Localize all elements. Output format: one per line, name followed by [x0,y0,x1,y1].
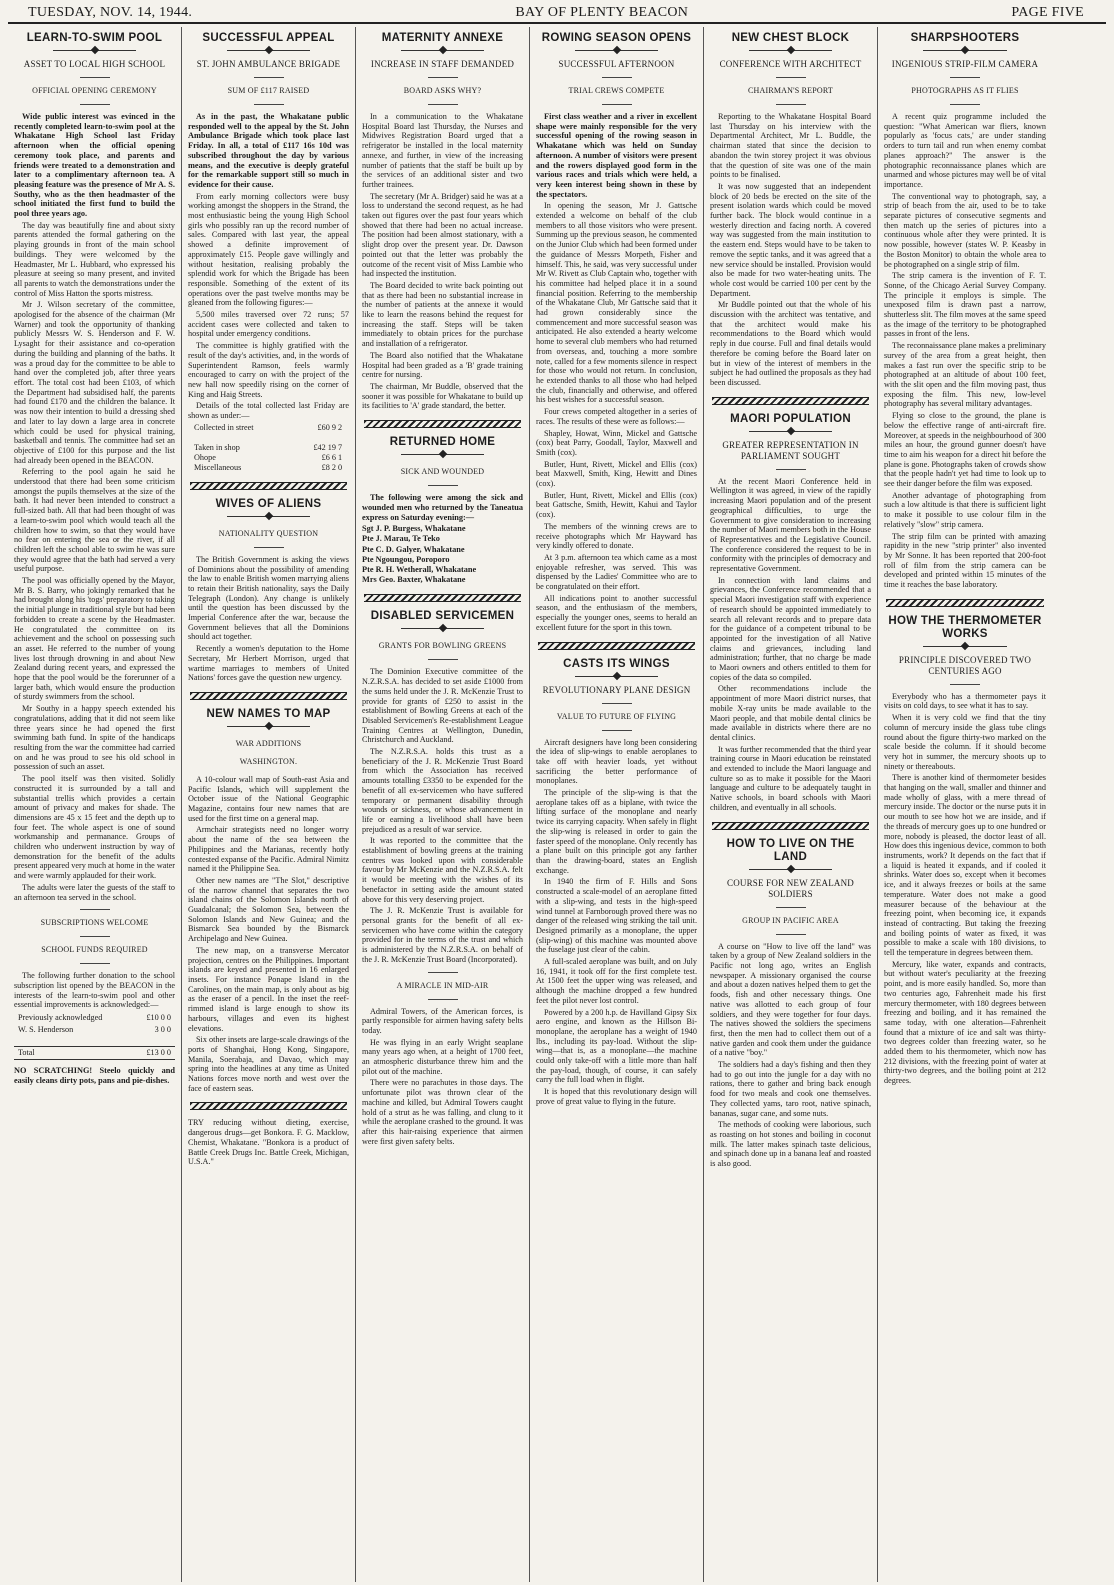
headline-casts-its-wings: CASTS ITS WINGS [563,657,670,670]
subhead: REVOLUTIONARY PLANE DESIGN [542,684,691,695]
list-item: Pte J. Marau, Te Teko [362,534,440,544]
headline-rule [53,46,137,55]
paragraph: The adults were later the guests of the staff to an afternoon tea served in the school. [14,882,175,902]
headline-rule [575,672,659,681]
paragraph: He was flying in an early Wright seaplane many years ago when, at a height of 1700 feet, an atmospheric disturbance threw him and the pilot out of the machine. [362,1037,523,1076]
headline-thermometer: HOW THE THERMOMETER WORKS [888,614,1042,640]
paragraph: Aircraft designers have long been considering the idea of slip-wings to enable aeroplanes to take off with heavier loads, yet without sacrificing the better performance of monoplanes. [536,737,697,786]
paragraph: The committee is highly gratified with the result of the day's activities, and, in the words of Superintendent Ramson, feels warmly encouraged to carry on with the project of the new hall now speedily rising on the corner of King and Haig Streets. [188,341,349,399]
subscription-row: W. S. Henderson 3 0 0 [18,1025,171,1035]
paragraph: There were no parachutes in those days. The unfortunate pilot was thrown clear of the machine and killed, but Admiral Towers caught hold of a strut as he was falling, and clung to it while the aeroplane crashed to the ground. It was after this hair-raising experience that airmen were first given safety belts. [362,1078,523,1146]
divider [602,703,632,704]
paragraph: 5,500 miles traversed over 72 runs; 57 accident cases were collected and taken to hospital under emergency conditions. [188,310,349,339]
headline-rule [401,46,485,55]
paragraph: The new map, on a transverse Mercator projection, centres on the Philippines. Important islands are keyed and presented in 16 enlarged insets. For instance Ponape Island in the Carolines, on the main map, is only about as big as the eraser of a pencil. In the inset the reef-rimmed island is large enough to show its harbours, villages and even its highest elevations. [188,945,349,1033]
headline-wives-of-aliens: WIVES OF ALIENS [215,497,322,510]
paragraph: In 1940 the firm of F. Hills and Sons constructed a scale-model of an aeroplane fitted with a slip-wing, and tests in the high-speed wind tunnel at Farnborough proved there was no danger of the released wing striking the tail unit. Designed primarily as a monoplane, the upper (slip-wing) of this machine was mounted above the fuselage just clear of the cabin. [536,877,697,955]
paragraph: Admiral Towers, of the American forces, is partly responsible for airmen having safety belts today. [362,1006,523,1035]
paragraph: Referring to the pool again he said he understood that there had been some criticism amongst the pupils themselves at the size of the bath. It had never been intended to construct a full-sized bath. All that had been thought of was a learn-to-swim pool which would teach all the children how to swim, so that they would have no fear on entering the sea or the river, if all children left the school able to swim he was sure they would agree that the bath had served a very useful purpose. [14,467,175,574]
divider [428,77,458,78]
paragraph: The strip camera is the invention of F. T. Sonne, of the Chicago Aerial Survey Company. The principle it employs is simple. The unexposed film is drawn past a narrow, shutterless slit. The film moves at the same speed as the image of the territory to be photographed passes in front of the lens. [884,271,1046,339]
column-3 [356,27,530,1582]
paragraph: Details of the total collected last Friday are shown as under:— [188,401,349,421]
subhead: NATIONALITY QUESTION [218,528,319,538]
headline-maori-population: MAORI POPULATION [730,412,851,425]
column-6 [878,27,1052,1582]
paragraph: The Board also notified that the Whakatane Hospital had been graded as a 'B' grade training centre for nursing. [362,350,523,380]
subhead: VALUE TO FUTURE OF FLYING [556,711,677,721]
divider [776,104,806,105]
divider [776,907,806,908]
list-item: Pte Ngoungou, Poroporo [362,554,450,564]
table-row: Ohope £6 6 1 [194,452,343,462]
divider [950,684,980,685]
headline-returned-home: RETURNED HOME [389,436,496,449]
headline-rule [227,722,311,731]
paragraph: The day was beautifully fine and about sixty parents attended the formal gathering on the playing grounds in front of the main school buildings. They were welcomed by the Headmaster, Mr L. Hubbard, who expressed his pleasure at seeing so many present, and invited all parents to watch the demonstrations under the control of Miss Hatton the sports mistress. [14,220,175,298]
headline-new-names-to-map: NEW NAMES TO MAP [206,707,331,720]
advertisement: TRY reducing without dieting, exercise, dangerous drugs—get Bonkora. F. G. Macklow, Chemist, Whakatane. "Bonkora is a product of Battle Creek Drugs Inc. Battle Creek, Michigan, U.S.A." [188,1118,349,1167]
paragraph: Mr Buddle pointed out that the whole of his discussion with the architect was tentative, and that the architect would make his recommendations to the Board which would reply in due course. Full and final details would therefore be coming before the Board later on but in view of the interest of members in the subject he had outlined the proposals as they had been discussed. [710,300,871,387]
paragraph: It was now suggested that an independent block of 20 beds be erected on the site of the present isolation wards which could be moved further back. The block would continue in a westerly direction and facing north. A covered way was suggested from the main institution to the eastern end. Steps would have to be taken to remove the septic tanks, and it was agreed that a new service should be installed. Provision would also be made for two water-heating units. The whole cost would be carried 100 per cent by the Department. [710,181,871,298]
divider [602,77,632,78]
headline-learn-to-swim: LEARN-TO-SWIM POOL [26,32,163,44]
divider [80,104,110,105]
divider [602,730,632,731]
paragraph: Powered by a 200 h.p. de Havilland Gipsy Six aero engine, and known as the Hillson Bi-monoplane, the aeroplane has a weight of 1940 lbs., including its pay-load. Without the slip-wing—that is, as a monoplane—the machine could only take-off with a little more than half the pay-load, though, of course, it can safely carry the full load when in flight. [536,1007,697,1085]
headline-rule [401,450,485,459]
paragraph: The reconnaissance plane makes a preliminary survey of the area from a great height, then makes a fast run over the specific strip to be photographed at an altitude of about 100 feet, with the slit open and the film moving past, thus exposing the film. This new, low-level photography has several military advantages. [884,341,1046,409]
paragraph: The conventional way to photograph, say, a strip of beach from the air, used to be to take separate pictures of consecutive segments and then match up the series of pictures into a continuous whole after they were printed. It is now possible, however (states W. P. Keasby in the Boston Monitor) to obtain the whole area to be photographed on a single strip of film. [884,191,1046,269]
paragraph: The pool itself was then visited. Solidly constructed it is surrounded by a tall and substantial trellis which provides a certain amount of privacy and makes for shade. The dimensions are 45 x 15 feet and the depth up to four feet. The whole aspect is one of sound workmanship and permanance. Groups of children who underwent instruction by way of demonstration for the benefit of the adults present appeared very much at home in the water and were warmly applauded for their work. [14,774,175,881]
subscription-total: Total £13 0 0 [14,1046,175,1060]
paragraph: All indications point to another successful season, and the enthusiasm of the members, especially the younger ones, seems to herald an excellent future for the sport in this town. [536,593,697,632]
page-number: PAGE FIVE [1011,5,1084,20]
subhead: SUCCESSFUL AFTERNOON [558,59,675,69]
issue-date: TUESDAY, NOV. 14, 1944. [28,5,193,20]
section-divider [712,397,869,405]
paragraph: The N.Z.R.S.A. holds this trust as a beneficiary of the J. R. McKenzie Trust Board from which the Association has received amounts totalling £3350 to be expended for the benefit of all ex-servicemen who have suffered temporary or permanent disability through wounds or sickness, or whose advancement in life or earning a livelihood shall have been prejudiced as a result of war service. [362,747,523,834]
headline-live-on-the-land: HOW TO LIVE ON THE LAND [726,837,855,863]
headline-maternity-annexe: MATERNITY ANNEXE [381,32,504,44]
section-divider [190,1102,347,1110]
table-row: Collected in street £60 9 2 [194,422,343,432]
paragraph: The Board decided to write back pointing out that as there had been no substantial increase in the number of patients at the annexe it would like to learn the reasons behind the request for increasing the staff. Steps will be taken immediately to obtain prices for the purchase and installation of a refrigerator. [362,280,523,349]
divider [428,104,458,105]
paragraph: Mr J. Wilson secretary of the committee, apologised for the absence of the chairman (Mr Warner) and took the opportunity of thanking publicly Messrs W. S. Henderson and F. W. Lysaght for their assistance and co-operation during the building and planning of the baths. It was a proud day for the committee to be able to hand over the completed job, after three years effort. The total cost had been £103, of which the Department had subsidised half, the parents had found £170 and the children the balance. It was now their intention to build a dressing shed and later to lay down a large area in concrete which could be used for physical training, basketball and tennis. The committee had set an objective of £100 for this purpose and the list had already been opened in the BEACON. [14,300,175,465]
subhead: SUBSCRIPTIONS WELCOME [40,918,149,928]
paragraph: A recent quiz programme included the question: "What American war fliers, known popularly as 'focus cats,' are under standing orders to turn tail and run when enemy combat planes approach?" The answer is the photographic reconnaissance planes which are unarmed and whose pictures may well be of vital importance. [884,112,1046,189]
divider [950,104,980,105]
paragraph: The J. R. McKenzie Trust is available for personal grants for the benefit of all ex-servicemen who have come within the category provided for in the terms of the trust and which is administered by the N.Z.R.S.A. on behalf of the J. R. McKenzie Trust Board (Incorporated). [362,906,523,964]
divider [428,485,458,486]
headline-rule [749,46,833,55]
divider [80,936,110,937]
headline-disabled-servicemen: DISABLED SERVICEMEN [370,610,515,623]
subhead: COURSE FOR NEW ZEALAND SOLDIERS [727,877,854,899]
subhead: CONFERENCE WITH ARCHITECT [719,59,862,69]
section-divider [364,420,521,428]
subhead: SICK AND WOUNDED [400,467,485,477]
paragraph: A full-scaled aeroplane was built, and on July 16, 1941, it took off for the first complete test. At 1500 feet the upper wing was released, and although the machine dropped a few hundred feet the pilot never lost control. [536,957,697,1005]
headline-rule [923,642,1007,651]
section-divider [190,482,347,490]
headline-rule [575,46,659,55]
headline-rule [401,624,485,633]
paragraph: From early morning collectors were busy working amongst the shoppers in the Strand, the most enthusiastic being the young High School girls who possibly ran up the record number of sales. Compared with last year, the appeal showed a definite improvement of approximately £15. People gave willingly and without hesitation, realising probably the splendid work for which the Brigade has been responsible. Something of the extent of its operations over the past twelve months may be gleaned from the following figures:— [188,191,349,308]
headline-rowing-season: ROWING SEASON OPENS [541,32,692,44]
paragraph: Recently a women's deputation to the Home Secretary, Mr Herbert Morrison, urged that wartime marriages to members of United Nations' forces gave the question new urgency. [188,644,349,683]
paragraph: Everybody who has a thermometer pays it visits on cold days, to see what it has to say. [884,691,1046,711]
paragraph: The pool was officially opened by the Mayor, Mr B. S. Barry, who jokingly remarked that he had brought along his 'togs' preparatory to taking the initial plunge in traditional style but had been forbidden to create a scene by the Headmaster. He congratulated the committee on its achievement and the school on possessing such an asset. He referred to the number of young lives lost through drowning in and about New Zealand during recent years, and expressed the hope that the pool would be the forerunner of a larger bath, which would ensure the production of sturdy swimmers from the school. [14,576,175,702]
lead-paragraph: As in the past, the Whakatane public responded well to the appeal by the St. John Ambulance Brigade which took place last Friday. In all, a total of £117 16s 10d was subscribed throughout the day by various means, and the executive is deeply grateful for the remarkable support still so much in evidence for their cause. [188,112,349,189]
columns [8,27,1106,1582]
subhead: ST. JOHN AMBULANCE BRIGADE [196,59,341,69]
paragraph: In connection with land claims and grievances, the Conference recommended that a special Maori investigation staff with experience of research should be appointed immediately to search all relevant records and to prepare data for the guidance of a competent tribunal to be appointed for the investigation of all Native claims and grievances, including land administration; further, that no charge be made to Maori owners and others entitled to them for copies of the data so compiled. [710,575,871,682]
subhead: ASSET TO LOCAL HIGH SCHOOL [23,59,166,69]
paragraph: It was further recommended that the third year training course in Maori education be reinstated and extended to include the Maori language and culture so as to make it possible for the Maori language and culture to be adequately taught in Native schools, in board schools with Maori children, and eventually in all schools. [710,744,871,812]
subhead: A MIRACLE IN MID-AIR [396,980,489,990]
paragraph: It was reported to the committee that the establishment of bowling greens at the training centres was looked upon with considerable favour by Mr McKenzie and the N.Z.R.S.A. felt it would be meeting with the wishes of its benefactor in setting aside the amount stated above for this very deserving project. [362,836,523,904]
subhead: INCREASE IN STAFF DEMANDED [370,59,515,69]
divider [254,77,284,78]
paragraph: Other recommendations include the appointment of more Maori district nurses, that mobile X-ray units be made available to the Maori people, and that mobile dental clinics be made available in districts where there are no dental clinics. [710,684,871,742]
list-item: Pte R. H. Wetherall, Whakatane [362,565,477,575]
subhead: GREATER REPRESENTATION IN PARLIAMENT SOUGHT [722,439,859,461]
divider [254,547,284,548]
paragraph: Butler, Hunt, Rivett, Mickel and Ellis (cox) beat Gattsche, Smith, Hewitt, Kahui and Taylor (cox). [536,490,697,520]
list-item: Mrs Geo. Baxter, Whakatane [362,575,466,585]
paragraph: The following further donation to the school subscription list opened by the BEACON in the interests of the learn-to-swim pool and other essential improvements is acknowledged:— [14,971,175,1010]
lead-paragraph: First class weather and a river in excellent shape were mainly responsible for the very successful opening of the rowing season in Whakatane which was held on Sunday afternoon. A number of visitors were present and the rowers displayed good form in the various races and trials which were held, a very keen interest being shown in these by the spectators. [536,112,697,199]
subhead: SUM OF £117 RAISED [227,86,310,95]
section-divider [538,642,695,650]
headline-rule [227,46,311,55]
headline-new-chest-block: NEW CHEST BLOCK [731,32,850,44]
paragraph: The strip film can be printed with amazing rapidity in the new "strip printer" also invented by Mr Sonne. It has been reported that 200-foot roll of film from the strip camera can be developed and printed within 15 minutes of the time it reaches the base laboratory. [884,531,1046,590]
section-divider [190,692,347,700]
dateline: WASHINGTON. [239,756,298,766]
paragraph: In a communication to the Whakatane Hospital Board last Thursday, the Nurses and Midwives Registration Board urged that a refrigerator be installed in the local maternity annexe, and further, in view of the increasing number of patients that the staff be built up by the services of an additional sister and two further trainees. [362,112,523,189]
paragraph: In opening the season, Mr J. Gattsche extended a welcome on behalf of the club members to all those visitors who were present. Summing up the previous season, he commented on the Junior Club which had been formed under the guidance of Messrs Morpeth, Fisher and himself. This, he said, was very successful under Mr W. Rivett as Club Captain who, together with his committee had helped place it in a sound financial position. Referring to the membership of the Whakatane Club, Mr Gattsche said that it had grown considerably since the commencement and more successful season was anticipated. He also extended a hearty welcome home to several club members who had returned from overseas, and, touching a more sombre note, called for a few moments silence in respect for those who would not return. In conclusion, he extended thanks to all those who had helped the club, financially and otherwise, and offered his best wishes for a successful season. [536,201,698,405]
list-item: Sgt J. P. Burgess, Whakatane [362,524,466,534]
column-2 [182,27,356,1582]
divider [254,104,284,105]
paragraph: Reporting to the Whakatane Hospital Board last Thursday on his interview with the Departmental Architect, Mr L. Buddle, the chairman stated that since the decision to abandon the twin storey project it was obvious that the question of site was one of the main points to be finalised. [710,112,871,180]
headline-sharpshooters: SHARPSHOOTERS [910,32,1020,44]
section-divider [364,594,521,602]
subscription-row: Previously acknowledged £10 0 0 [18,1013,171,1023]
subhead: TRIAL CREWS COMPETE [568,86,665,95]
advertisement: NO SCRATCHING! Steelo quickly and easily cleans dirty pots, pans and pie-dishes. [14,1066,175,1085]
divider [776,77,806,78]
masthead [8,3,1106,24]
paragraph: The principle of the slip-wing is that the aeroplane takes off as a biplane, with twice the lifting surface of the monoplane and nearly twice its carrying capacity. When safely in flight the slip-wing is released in order to gain the faster speed of the monoplane. Only recently has a plane built on this principle got any farther than the drawing-board, states an English exchange. [536,788,697,875]
paragraph: A course on "How to live off the land" was taken by a group of New Zealand soldiers in the Pacific not long ago, writes an English newspaper. A missionary organised the course and about a dozen natives helped them to get the foods, fish and other necessary things. One native was allotted to each group of four soldiers, and they were together for four days. The natives showed the soldiers the specimens first, then the men had to collect them out of a native garden and cook them under the guidance of a native "boy." [710,941,871,1058]
divider [602,104,632,105]
paragraph: The Dominion Executive committee of the N.Z.R.S.A. has decided to set aside £1000 from the sums held under the J. R. McKenzie Trust to provide for grants of £250 to assist in the establishment of Bowling Greens at each of the Disabled Servicemen's Re-establishment League Training Centres at Wellington, Dunedin, Christchurch and Auckland. [362,667,523,745]
subhead: PRINCIPLE DISCOVERED TWO CENTURIES AGO [898,654,1032,676]
paragraph: When it is very cold we find that the tiny column of mercury inside the glass tube clings round about the figure thirty-two marked on the scale beside the column. If it should become very hot in summer, the mercury shoots up to ninety or thereabouts. [884,713,1046,771]
column-1 [8,27,182,1582]
divider [80,909,110,910]
headline-rule [749,427,833,436]
paragraph: At 3 p.m. afternoon tea which came as a most enjoyable refresher, was served. This was dispensed by the Ladies' Committee who are to be congratulated on their effort. [536,552,697,592]
subhead: WAR ADDITIONS [235,738,302,748]
paragraph: At the recent Maori Conference held in Wellington it was agreed, in view of the rapidly increasing Maori population and of the present geographical difficulties, to urge the Government to give consideration to increasing the number of Maori members both in the House of Representatives and the Legislative Council. The conference considered the request to be in conformity with the principles of democracy and representative Government. [710,476,871,574]
list-item: Pte C. D. Galyer, Whakatane [362,544,465,554]
divider [776,934,806,935]
section-divider [712,822,869,830]
table-row [194,433,342,443]
divider [80,963,110,964]
paragraph: Other new names are "The Slot," descriptive of the narrow channel that separates the two island chains of the Solomon Islands north of Guadalcanal; the Solomon Sea, between the Solomon Islands and New Guinea; and the Bismarck Sea bounded by the Bismarck Archipelago and New Guinea. [188,875,349,944]
divider [428,659,458,660]
headline-rule [923,46,1007,55]
paragraph: Flying so close to the ground, the plane is below the effective range of anti-aircraft fire. Moreover, at speeds in the neighbourhood of 300 miles an hour, the ground gunner doesn't have time to aim his weapon for a direct hit before the plane is gone. Photographs taken of crowds show that the people hadn't yet had time to look up to see their danger before the film was exposed. [884,411,1046,489]
returned-list [362,524,523,585]
paragraph: Another advantage of photographing from such a low altitude is that there is sufficient light to make it possible to use colour film in the relatively "slow" strip camera. [884,490,1046,529]
subhead: GRANTS FOR BOWLING GREENS [378,641,507,651]
paragraph: The British Government is asking the views of Dominions about the possibility of amending the law to enable British women marrying aliens to retain their British nationality, says the Daily Telegraph (London). Any change is unlikely until the question has been discussed by the Imperial Conference after the war, because the Government believes that all the Dominions should act together. [188,554,349,642]
subhead: INGENIOUS STRIP-FILM CAMERA [891,59,1039,69]
subhead: CHAIRMAN'S REPORT [747,86,834,95]
paragraph: The secretary (Mr A. Bridger) said he was at a loss to understand the second request, as he had taken out figures over the past four years which showed that there had been no actual increase. The position had been almost stationary, with a slight drop over the present year. Dr. Dawson pointed out that the letter was probably the outcome of the recent visit of Miss Lambie who had inspected the institution. [362,191,523,279]
paragraph: Mr Southy in a happy speech extended his congratulations, adding that it did not seem like three years since he had opened the first swimming bath fund. In spite of the handicaps resulting from the war the committee had carried on and he was proud to see his old school in possession of such an asset. [14,704,175,772]
lead-paragraph: Wide public interest was evinced in the recently completed learn-to-swim pool at the Whakatane High School last Friday afternoon when the official opening ceremony took place, and parents and friends were treated to a demonstration and later to a complimentary afternoon tea. A pleasing feature was the presence of Mr A. S. Southy, who as the then headmaster of the school initiated the first fund to build the pool three years ago. [14,112,175,219]
divider [776,469,806,470]
lead-paragraph: The following were among the sick and wounded men who returned by the Taneatua express on Saturday evening:— [362,493,523,522]
paragraph: Shapley, Howat, Winn, Mickel and Gattsche (cox) beat Parry, Goodall, Taylor, Maxwell and Smith (cox). [536,428,697,457]
column-4 [530,27,704,1582]
paragraph: The soldiers had a day's fishing and then they had to go out into the jungle for a day with no rations, there to gather and bring back enough food for two meals and cook one themselves. They collected yams, taro root, native spinach, bananas, sugar cane, and some nuts. [710,1060,871,1118]
paragraph: Armchair strategists need no longer worry about the name of the sea between the Philippines and the Marianas, recently hotly contested expanse of the Pacific. Admiral Nimitz named it the Philippine Sea. [188,825,349,874]
paragraph: Six other insets are large-scale drawings of the ports of Shanghai, Hong Kong, Singapore, Manila, Soerabaja, and Davao, which may spring into the headlines at any time as United Nations forces move north and west over the face of eastern seas. [188,1035,349,1093]
divider [428,999,458,1000]
paragraph: The members of the winning crews are to receive photographs which Mr Hayward has very kindly offered to donate. [536,521,697,551]
headline-rule [749,865,833,874]
headline-rule [227,512,311,521]
paragraph: Four crews competed altogether in a series of races. The results of these were as follows:— [536,407,697,426]
paragraph: There is another kind of thermometer besides that hanging on the wall, smaller and thinner and made wholly of glass, with a mere thread of mercury inside. The doctor or the nurse puts it in our mouth to see how hot we are inside, and if the threads of mercury goes up to one hundred or more, nobody is pleased, the doctor least of all. How does this ingenious device, common to both instruments, work? It depends on the fact that if a liquid is heated it expands, and if cooled it shrinks. Water does so, except when it becomes ice, and it always freezes or boils at the same temperature. Water does not make a good measurer because of the behaviour at the freezing point, when becoming ice, it expands instead of contracting. But taking the freezing and boiling points of water as fixed, it was possible to make a scale with 180 divisions, to tell the temperature in degrees between them. [884,773,1046,958]
divider [428,972,458,973]
paragraph: Butler, Hunt, Rivett, Mickel and Ellis (cox) beat Maxwell, Smith, King, Hewitt and Dines (cox). [536,459,697,489]
paragraph: The chairman, Mr Buddle, observed that the sooner it was possible for Whakatane to build up its facilities to 'A' grade standard, the better. [362,381,523,411]
section-divider [886,599,1044,607]
subhead: GROUP IN PACIFIC AREA [742,915,839,925]
table-row: Miscellaneous £8 2 0 [194,462,343,472]
divider [950,77,980,78]
paper-name: BAY OF PLENTY BEACON [515,5,689,20]
subhead: OFFICIAL OPENING CEREMONY [32,86,157,95]
collection-table [194,423,342,473]
paragraph: A 10-colour wall map of South-east Asia and Pacific Islands, which will supplement the October issue of the National Geographic Magazine, contains four new names that are used for the first time on a general map. [188,774,349,823]
subhead: BOARD ASKS WHY? [403,86,482,95]
headline-successful-appeal: SUCCESSFUL APPEAL [202,32,335,44]
subhead: PHOTOGRAPHS AS IT FLIES [911,86,1019,95]
paragraph: Mercury, like water, expands and contracts, but without water's peculiarity at the freezing point, and is more easily handled. So, more than two centuries ago, Fahrenheit made his first mercury thermometer, with 180 degrees between freezing and boiling, and it has remained the same today, with one alteration—Fahrenheit found that a mixture of ice and salt was thirty-two degrees colder than freezing water, so he added them to his thermometer, which now has 212 divisions, with the freezing point of water at thirty-two degrees, and the boiling point at 212 degrees. [884,959,1046,1086]
paragraph: It is hoped that this revolutionary design will prove of great value to flying in the future. [536,1087,697,1106]
subhead: SCHOOL FUNDS REQUIRED [41,945,148,955]
divider [80,77,110,78]
table-row: Taken in shop £42 19 7 [194,442,343,452]
column-5 [704,27,878,1582]
paragraph: The methods of cooking were laborious, such as roasting on hot stones and boiling in coconut milk. The latter makes spinach taste delicious, and spinach done up in a banana leaf and roasted is also good. [710,1120,871,1169]
